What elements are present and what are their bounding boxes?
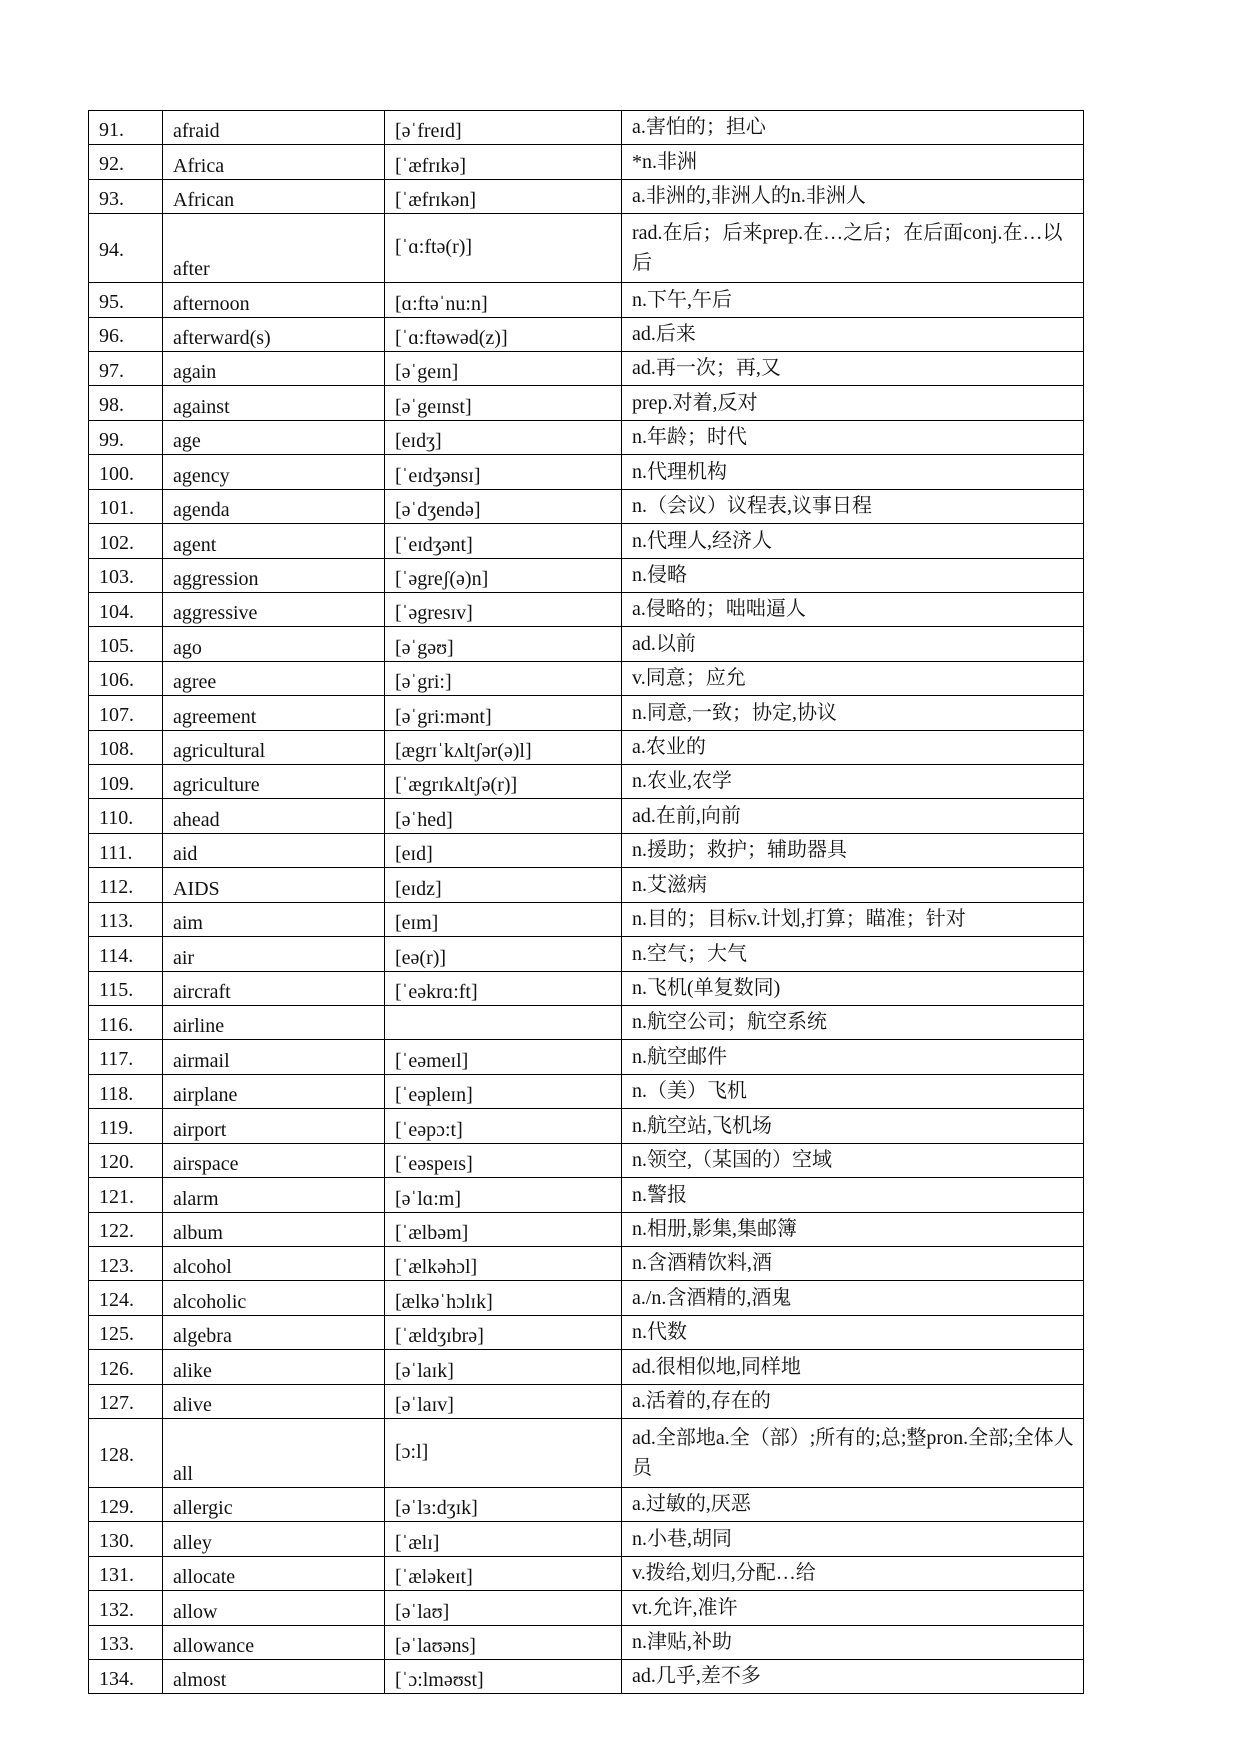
table-row [89, 351, 1084, 385]
entry-number: 100. [89, 455, 163, 489]
entry-meaning: n.援助；救护；辅助器具 [622, 833, 1084, 867]
entry-word: agree [163, 661, 385, 695]
entry-phonetic: [ˈəgresɪv] [385, 592, 622, 626]
entry-word: afternoon [163, 283, 385, 317]
table-row [89, 1487, 1084, 1521]
entry-phonetic: [ægrɪˈkʌltʃər(ə)l] [385, 730, 622, 764]
entry-phonetic: [ˈeɪdʒənsɪ] [385, 455, 622, 489]
entry-phonetic: [əˈlɑ:m] [385, 1178, 622, 1212]
table-row [89, 1350, 1084, 1384]
table-row [89, 1109, 1084, 1143]
table-row [89, 765, 1084, 799]
entry-word: agent [163, 524, 385, 558]
entry-meaning: n.飞机(单复数同) [622, 971, 1084, 1005]
table-row [89, 833, 1084, 867]
entry-word: aggression [163, 558, 385, 592]
entry-phonetic: [əˈdʒendə] [385, 489, 622, 523]
entry-meaning: n.下午,午后 [622, 283, 1084, 317]
entry-meaning: a.非洲的,非洲人的n.非洲人 [622, 179, 1084, 213]
entry-number: 97. [89, 351, 163, 385]
entry-meaning: prep.对着,反对 [622, 386, 1084, 420]
entry-meaning: rad.在后；后来prep.在…之后；在后面conj.在…以后 [622, 214, 1084, 283]
table-row [89, 1591, 1084, 1625]
entry-meaning: a.侵略的；咄咄逼人 [622, 592, 1084, 626]
entry-meaning: ad.再一次；再,又 [622, 351, 1084, 385]
entry-phonetic: [ˈeəmeɪl] [385, 1040, 622, 1074]
entry-phonetic: [ɑ:ftəˈnu:n] [385, 283, 622, 317]
entry-phonetic: [əˈlaɪk] [385, 1350, 622, 1384]
entry-number: 113. [89, 902, 163, 936]
entry-phonetic: [əˈgeɪnst] [385, 386, 622, 420]
entry-meaning: n.航空站,飞机场 [622, 1109, 1084, 1143]
entry-word: African [163, 179, 385, 213]
entry-meaning: n.（会议）议程表,议事日程 [622, 489, 1084, 523]
table-row [89, 627, 1084, 661]
entry-number: 130. [89, 1522, 163, 1556]
entry-phonetic: [əˈlaʊəns] [385, 1625, 622, 1659]
entry-phonetic: [ˈælbəm] [385, 1212, 622, 1246]
table-row [89, 971, 1084, 1005]
entry-phonetic: [eɪm] [385, 902, 622, 936]
entry-number: 98. [89, 386, 163, 420]
entry-phonetic: [eɪd] [385, 833, 622, 867]
entry-phonetic [385, 1005, 622, 1039]
entry-word: album [163, 1212, 385, 1246]
entry-number: 121. [89, 1178, 163, 1212]
table-row [89, 1212, 1084, 1246]
entry-word: ahead [163, 799, 385, 833]
entry-number: 111. [89, 833, 163, 867]
entry-word: agricultural [163, 730, 385, 764]
entry-phonetic: [eə(r)] [385, 937, 622, 971]
entry-number: 127. [89, 1384, 163, 1418]
entry-meaning: a.过敏的,厌恶 [622, 1487, 1084, 1521]
entry-number: 101. [89, 489, 163, 523]
entry-meaning: n.（美）飞机 [622, 1074, 1084, 1108]
entry-word: alcoholic [163, 1281, 385, 1315]
entry-number: 124. [89, 1281, 163, 1315]
entry-phonetic: [əˈlɜ:dʒɪk] [385, 1487, 622, 1521]
entry-meaning: v.同意；应允 [622, 661, 1084, 695]
entry-word: age [163, 420, 385, 454]
table-row [89, 1074, 1084, 1108]
entry-phonetic: [əˈgri:] [385, 661, 622, 695]
entry-meaning: n.含酒精饮料,酒 [622, 1246, 1084, 1280]
entry-meaning: ad.在前,向前 [622, 799, 1084, 833]
entry-number: 102. [89, 524, 163, 558]
entry-word: agreement [163, 696, 385, 730]
entry-word: airline [163, 1005, 385, 1039]
table-row [89, 111, 1084, 145]
entry-number: 115. [89, 971, 163, 1005]
table-row [89, 145, 1084, 179]
table-row [89, 592, 1084, 626]
entry-meaning: n.相册,影集,集邮簿 [622, 1212, 1084, 1246]
entry-number: 109. [89, 765, 163, 799]
table-row [89, 1178, 1084, 1212]
entry-number: 114. [89, 937, 163, 971]
entry-word: airport [163, 1109, 385, 1143]
entry-phonetic: [ˈældʒɪbrə] [385, 1315, 622, 1349]
entry-meaning: n.目的；目标v.计划,打算；瞄准；针对 [622, 902, 1084, 936]
entry-meaning: n.警报 [622, 1178, 1084, 1212]
entry-phonetic: [əˈlaʊ] [385, 1591, 622, 1625]
entry-meaning: n.空气；大气 [622, 937, 1084, 971]
table-row [89, 317, 1084, 351]
entry-phonetic: [əˈgeɪn] [385, 351, 622, 385]
entry-phonetic: [ælkəˈhɔlɪk] [385, 1281, 622, 1315]
entry-meaning: n.代理人,经济人 [622, 524, 1084, 558]
entry-word: alley [163, 1522, 385, 1556]
entry-word: Africa [163, 145, 385, 179]
entry-number: 116. [89, 1005, 163, 1039]
entry-phonetic: [ˈæləkeɪt] [385, 1556, 622, 1590]
table-row [89, 1522, 1084, 1556]
entry-phonetic: [əˈlaɪv] [385, 1384, 622, 1418]
table-row [89, 696, 1084, 730]
entry-meaning: n.同意,一致；协定,协议 [622, 696, 1084, 730]
table-row [89, 524, 1084, 558]
entry-meaning: ad.后来 [622, 317, 1084, 351]
entry-phonetic: [ˈeəpɔ:t] [385, 1109, 622, 1143]
entry-phonetic: [əˈgəʊ] [385, 627, 622, 661]
entry-phonetic: [əˈfreɪd] [385, 111, 622, 145]
table-row [89, 1419, 1084, 1488]
table-row [89, 1246, 1084, 1280]
entry-phonetic: [ˈælɪ] [385, 1522, 622, 1556]
table-row [89, 214, 1084, 283]
entry-meaning: n.领空,（某国的）空域 [622, 1143, 1084, 1177]
entry-meaning: ad.很相似地,同样地 [622, 1350, 1084, 1384]
entry-meaning: a.害怕的；担心 [622, 111, 1084, 145]
entry-number: 106. [89, 661, 163, 695]
entry-number: 105. [89, 627, 163, 661]
entry-number: 103. [89, 558, 163, 592]
entry-phonetic: [ɔ:l] [385, 1419, 622, 1488]
entry-number: 131. [89, 1556, 163, 1590]
entry-number: 112. [89, 868, 163, 902]
entry-word: afraid [163, 111, 385, 145]
entry-word: alarm [163, 1178, 385, 1212]
entry-phonetic: [ˈɑ:ftə(r)] [385, 214, 622, 283]
entry-number: 96. [89, 317, 163, 351]
entry-phonetic: [ˈəgreʃ(ə)n] [385, 558, 622, 592]
entry-number: 117. [89, 1040, 163, 1074]
entry-number: 110. [89, 799, 163, 833]
entry-word: alike [163, 1350, 385, 1384]
table-row [89, 868, 1084, 902]
entry-number: 123. [89, 1246, 163, 1280]
vocabulary-table [88, 110, 1084, 1694]
entry-meaning: n.年龄；时代 [622, 420, 1084, 454]
table-row [89, 558, 1084, 592]
table-row [89, 799, 1084, 833]
table-row [89, 1281, 1084, 1315]
table-row [89, 386, 1084, 420]
entry-meaning: *n.非洲 [622, 145, 1084, 179]
entry-word: again [163, 351, 385, 385]
entry-word: agriculture [163, 765, 385, 799]
entry-meaning: vt.允许,准许 [622, 1591, 1084, 1625]
entry-word: aggressive [163, 592, 385, 626]
table-row [89, 902, 1084, 936]
entry-number: 99. [89, 420, 163, 454]
entry-phonetic: [eɪdz] [385, 868, 622, 902]
entry-number: 128. [89, 1419, 163, 1488]
entry-number: 122. [89, 1212, 163, 1246]
entry-phonetic: [ˈeəkrɑ:ft] [385, 971, 622, 1005]
table-row [89, 661, 1084, 695]
table-row [89, 1660, 1084, 1694]
entry-number: 134. [89, 1660, 163, 1694]
entry-meaning: n.津贴,补助 [622, 1625, 1084, 1659]
table-row [89, 1040, 1084, 1074]
entry-phonetic: [eɪdʒ] [385, 420, 622, 454]
entry-phonetic: [ˈælkəhɔl] [385, 1246, 622, 1280]
entry-number: 92. [89, 145, 163, 179]
entry-meaning: n.艾滋病 [622, 868, 1084, 902]
entry-phonetic: [əˈhed] [385, 799, 622, 833]
table-row [89, 489, 1084, 523]
table-row [89, 730, 1084, 764]
vocabulary-table-body [89, 111, 1084, 1694]
entry-number: 133. [89, 1625, 163, 1659]
entry-phonetic: [əˈgri:mənt] [385, 696, 622, 730]
entry-meaning: ad.以前 [622, 627, 1084, 661]
entry-phonetic: [ˈɑ:ftəwəd(z)] [385, 317, 622, 351]
entry-word: aim [163, 902, 385, 936]
entry-word: against [163, 386, 385, 420]
entry-number: 132. [89, 1591, 163, 1625]
table-row [89, 1005, 1084, 1039]
entry-word: agenda [163, 489, 385, 523]
entry-number: 120. [89, 1143, 163, 1177]
entry-phonetic: [ˈeɪdʒənt] [385, 524, 622, 558]
table-row [89, 420, 1084, 454]
entry-number: 129. [89, 1487, 163, 1521]
entry-number: 94. [89, 214, 163, 283]
entry-number: 125. [89, 1315, 163, 1349]
entry-meaning: a./n.含酒精的,酒鬼 [622, 1281, 1084, 1315]
entry-word: allow [163, 1591, 385, 1625]
entry-number: 119. [89, 1109, 163, 1143]
entry-phonetic: [ˈæfrɪkə] [385, 145, 622, 179]
table-row [89, 937, 1084, 971]
entry-meaning: n.代理机构 [622, 455, 1084, 489]
table-row [89, 1143, 1084, 1177]
entry-phonetic: [ˈægrɪkʌltʃə(r)] [385, 765, 622, 799]
entry-meaning: n.农业,农学 [622, 765, 1084, 799]
entry-word: AIDS [163, 868, 385, 902]
entry-phonetic: [ˈeəpleɪn] [385, 1074, 622, 1108]
entry-word: airmail [163, 1040, 385, 1074]
entry-word: ago [163, 627, 385, 661]
table-row [89, 1625, 1084, 1659]
entry-meaning: a.农业的 [622, 730, 1084, 764]
entry-phonetic: [ˈæfrɪkən] [385, 179, 622, 213]
entry-word: algebra [163, 1315, 385, 1349]
entry-meaning: ad.几乎,差不多 [622, 1660, 1084, 1694]
entry-meaning: n.侵略 [622, 558, 1084, 592]
entry-number: 107. [89, 696, 163, 730]
table-row [89, 179, 1084, 213]
entry-word: after [163, 214, 385, 283]
entry-meaning: n.航空公司；航空系统 [622, 1005, 1084, 1039]
entry-word: allowance [163, 1625, 385, 1659]
entry-meaning: v.拨给,划归,分配…给 [622, 1556, 1084, 1590]
table-row [89, 1384, 1084, 1418]
entry-number: 126. [89, 1350, 163, 1384]
table-row [89, 455, 1084, 489]
entry-word: allocate [163, 1556, 385, 1590]
entry-word: alive [163, 1384, 385, 1418]
entry-phonetic: [ˈɔ:lməʊst] [385, 1660, 622, 1694]
entry-word: aircraft [163, 971, 385, 1005]
table-row [89, 1315, 1084, 1349]
entry-number: 91. [89, 111, 163, 145]
entry-word: almost [163, 1660, 385, 1694]
table-row [89, 283, 1084, 317]
entry-number: 104. [89, 592, 163, 626]
entry-meaning: ad.全部地a.全（部）;所有的;总;整pron.全部;全体人员 [622, 1419, 1084, 1488]
entry-meaning: n.小巷,胡同 [622, 1522, 1084, 1556]
table-row [89, 1556, 1084, 1590]
entry-word: airplane [163, 1074, 385, 1108]
entry-meaning: a.活着的,存在的 [622, 1384, 1084, 1418]
entry-phonetic: [ˈeəspeɪs] [385, 1143, 622, 1177]
entry-number: 108. [89, 730, 163, 764]
entry-word: airspace [163, 1143, 385, 1177]
entry-number: 93. [89, 179, 163, 213]
entry-word: all [163, 1419, 385, 1488]
entry-meaning: n.代数 [622, 1315, 1084, 1349]
entry-number: 118. [89, 1074, 163, 1108]
entry-word: alcohol [163, 1246, 385, 1280]
entry-meaning: n.航空邮件 [622, 1040, 1084, 1074]
entry-word: aid [163, 833, 385, 867]
entry-word: agency [163, 455, 385, 489]
entry-word: afterward(s) [163, 317, 385, 351]
entry-number: 95. [89, 283, 163, 317]
entry-word: allergic [163, 1487, 385, 1521]
entry-word: air [163, 937, 385, 971]
